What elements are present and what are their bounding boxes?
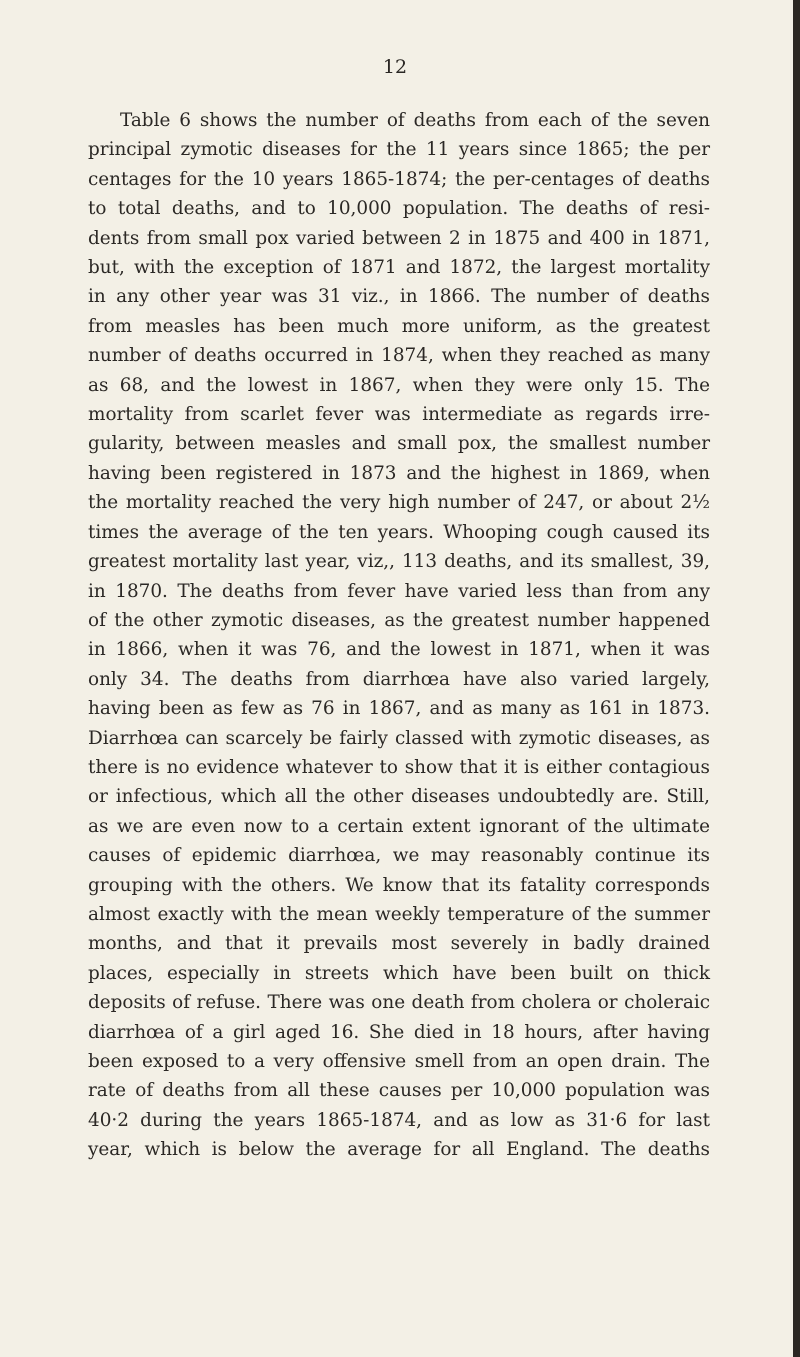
page-number: 12 — [382, 56, 408, 78]
text-line: mortality from scarlet fever was intermediate as regards irre- — [88, 404, 710, 426]
text-line: from measles has been much more uniform, as the greatest — [88, 315, 710, 337]
text-line: grouping with the others. We know that its fatality corresponds — [88, 874, 710, 896]
text-line: causes of epidemic diarrhœa, we may reasonably continue its — [88, 845, 710, 867]
text-line: Diarrhœa can scarcely be fairly classed with zymotic diseases, as — [88, 727, 710, 749]
text-line: deposits of refuse. There was one death from cholera or choleraic — [88, 992, 710, 1014]
text-line: as 68, and the lowest in 1867, when they were only 15. The — [88, 374, 710, 396]
text-line: been exposed to a very offensive smell from an open drain. The — [88, 1051, 710, 1072]
text-line: as we are even now to a certain extent ignorant of the ultimate — [88, 815, 710, 837]
page-edge — [793, 0, 800, 1357]
text-line: in 1866, when it was 76, and the lowest in 1871, when it was — [88, 639, 710, 661]
text-line: almost exactly with the mean weekly temperature of the summer — [88, 903, 710, 925]
text-line: there is no evidence whatever to show that it is either contagious — [88, 756, 710, 778]
text-line: 40·2 during the years 1865-1874, and as low as 31·6 for last — [88, 1109, 710, 1131]
text-line: times the average of the ten years. Whooping cough caused its — [88, 521, 710, 543]
text-line: of the other zymotic diseases, as the greatest number happened — [88, 609, 710, 631]
text-line: or infectious, which all the other diseases undoubtedly are. Still, — [88, 786, 710, 808]
text-line: principal zymotic diseases for the 11 years since 1865; the per — [88, 139, 710, 161]
text-line: the mortality reached the very high number of 247, or about 2½ — [88, 492, 710, 514]
text-line: having been registered in 1873 and the highest in 1869, when — [88, 462, 710, 484]
text-line: to total deaths, and to 10,000 population. The deaths of resi- — [88, 198, 710, 220]
text-line: centages for the 10 years 1865-1874; the per-centages of deaths — [88, 168, 710, 190]
text-line: diarrhœa of a girl aged 16. She died in 18 hours, after having — [88, 1021, 710, 1043]
body-paragraph — [88, 106, 710, 1165]
text-line: only 34. The deaths from diarrhœa have also varied largely, — [88, 668, 710, 690]
text-line: places, especially in streets which have been built on thick — [88, 962, 710, 984]
text-line: months, and that it prevails most severely in badly drained — [88, 933, 710, 955]
text-line: gularity, between measles and small pox, the smallest number — [88, 433, 710, 455]
text-line: rate of deaths from all these causes per 10,000 population was — [88, 1080, 710, 1102]
text-line: Table 6 shows the number of deaths from each of the seven — [120, 110, 710, 131]
text-line: in any other year was 31 viz., in 1866. The number of deaths — [88, 286, 710, 308]
text-line: year, which is below the average for all England. The deaths — [88, 1139, 710, 1161]
text-line: having been as few as 76 in 1867, and as many as 161 in 1873. — [88, 698, 710, 720]
text-line: dents from small pox varied between 2 in 1875 and 400 in 1871, — [88, 227, 710, 249]
text-line: greatest mortality last year, viz,, 113 deaths, and its smallest, 39, — [88, 551, 710, 573]
text-line: but, with the exception of 1871 and 1872, the largest mortality — [88, 257, 710, 279]
text-line: number of deaths occurred in 1874, when they reached as many — [88, 345, 710, 367]
text-line: in 1870. The deaths from fever have varied less than from any — [88, 580, 710, 602]
